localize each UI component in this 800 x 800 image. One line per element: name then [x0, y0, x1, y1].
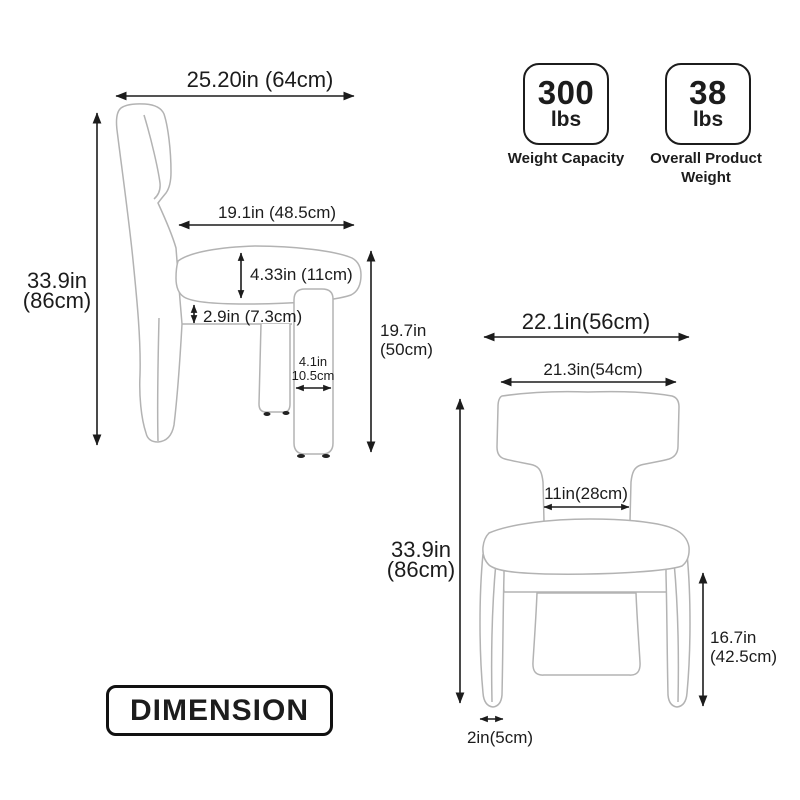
side-seat-height-label-line1: 19.7in	[380, 321, 427, 340]
side-chair-middle-leg-foot	[264, 412, 271, 416]
dimension-title-text: DIMENSION	[129, 693, 309, 727]
weight-capacity-badge	[523, 63, 609, 145]
side-seat-thickness-label: 4.33in (11cm)	[250, 265, 353, 284]
front-foot-width-label: 2in(5cm)	[466, 728, 534, 747]
product-weight-unit: lbs	[692, 107, 724, 131]
side-chair-front-leg-foot	[297, 454, 305, 458]
side-front-leg-width-label-line2: 10.5cm	[291, 368, 335, 383]
weight-capacity-label: Weight Capacity	[507, 150, 625, 167]
front-backrest-width-label: 21.3in(54cm)	[543, 360, 643, 379]
side-chair-middle-leg	[259, 324, 290, 412]
product-weight-label-line1: Overall Product	[650, 150, 762, 167]
side-seat-depth-label: 19.1in (48.5cm)	[217, 203, 337, 222]
front-leg-height-label-line1: 16.7in	[710, 628, 757, 647]
weight-capacity-unit: lbs	[550, 107, 582, 131]
front-overall-width-label: 22.1in(56cm)	[521, 309, 651, 334]
side-overall-height-label-line1: 33.9in	[27, 268, 87, 293]
weight-capacity-value: 300	[537, 74, 595, 112]
side-chair-front-leg-foot	[322, 454, 330, 458]
front-overall-height-label-line1: 33.9in	[391, 537, 451, 562]
front-view-chair	[480, 392, 690, 707]
side-chair-middle-leg-foot	[283, 411, 290, 415]
product-weight-badge	[665, 63, 751, 145]
front-leg-height-label-line2: (42.5cm)	[710, 647, 778, 666]
side-chair-backrest-and-back-leg	[117, 104, 183, 442]
side-seat-height-label-line2: (50cm)	[380, 340, 433, 359]
side-front-leg-width-label-line1: 4.1in	[298, 354, 328, 369]
side-overall-width-label: 25.20in (64cm)	[186, 67, 334, 92]
product-weight-value: 38	[689, 74, 727, 112]
front-back-support-width-label: 11in(28cm)	[544, 484, 628, 503]
side-under-seat-gap-label: 2.9in (7.3cm)	[203, 307, 303, 326]
product-weight-label-line2: Weight	[681, 168, 731, 186]
front-overall-height-label-line2: (86cm)	[386, 557, 456, 582]
dimension-title-badge	[106, 685, 333, 736]
front-chair-seat	[483, 519, 689, 574]
product-weight-label	[636, 150, 776, 188]
front-chair-back-panel	[533, 593, 640, 675]
side-overall-height-label-line2: (86cm)	[22, 288, 92, 313]
